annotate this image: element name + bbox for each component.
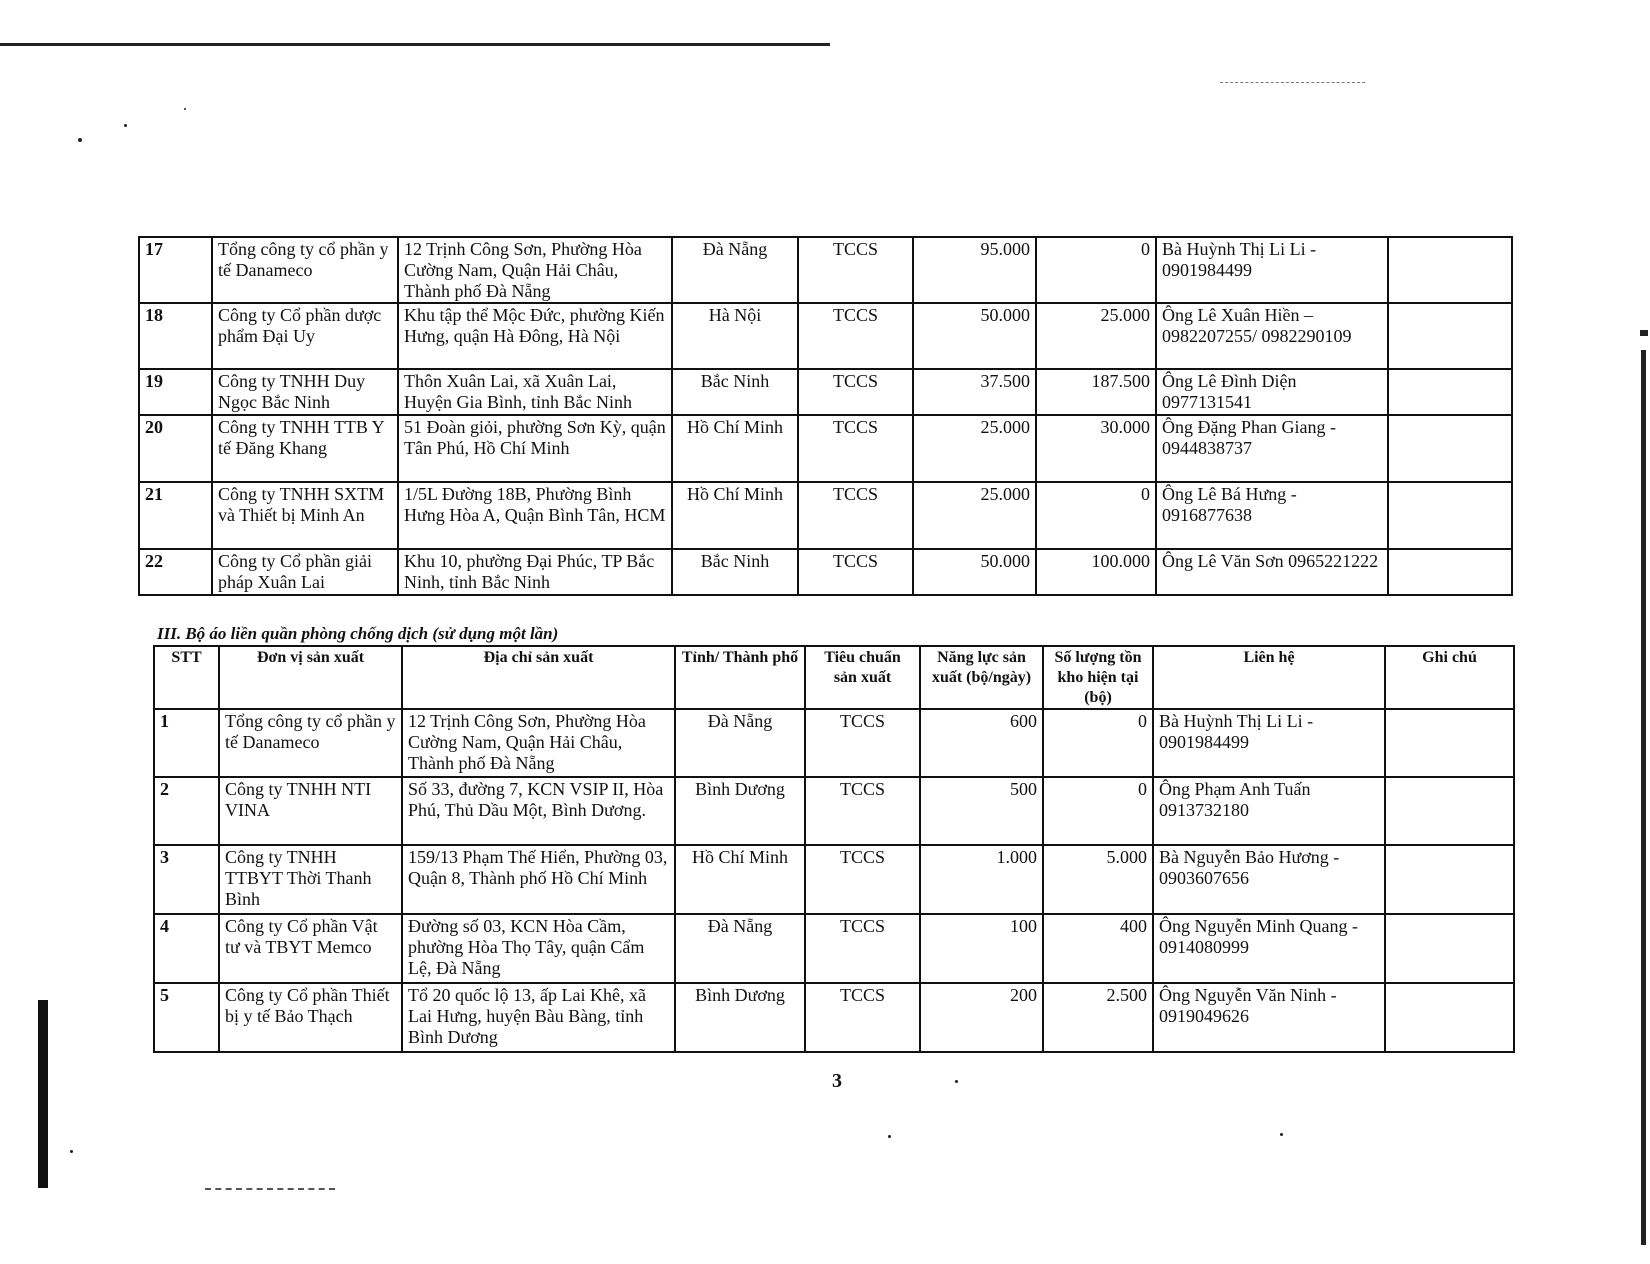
header-address: Địa chỉ sản xuất [402, 646, 675, 709]
cell-stt: 5 [154, 983, 219, 1052]
cell-standard: TCCS [798, 237, 913, 303]
cell-city: Đà Nẵng [675, 914, 805, 983]
cell-stt: 3 [154, 845, 219, 914]
cell-stock: 30.000 [1036, 415, 1156, 482]
cell-address: 12 Trịnh Công Sơn, Phường Hòa Cường Nam, Quận Hải Châu, Thành phố Đà Nẵng [398, 237, 672, 303]
cell-city: Bắc Ninh [672, 549, 798, 595]
cell-stock: 187.500 [1036, 369, 1156, 415]
scan-dash-line [205, 1188, 335, 1190]
cell-unit: Tổng công ty cổ phần y tế Danameco [212, 237, 398, 303]
header-stock: Số lượng tồn kho hiện tại (bộ) [1043, 646, 1153, 709]
table-row [154, 709, 1514, 777]
cell-note [1388, 237, 1512, 303]
cell-address: 1/5L Đường 18B, Phường Bình Hưng Hòa A, Quận Bình Tân, HCM [398, 482, 672, 549]
cell-city: Hồ Chí Minh [675, 845, 805, 914]
cell-address: Khu tập thể Mộc Đức, phường Kiến Hưng, quận Hà Đông, Hà Nội [398, 303, 672, 369]
cell-capacity: 600 [920, 709, 1043, 777]
cell-unit: Công ty Cổ phần Thiết bị y tế Bảo Thạch [219, 983, 402, 1052]
cell-address: 159/13 Phạm Thế Hiển, Phường 03, Quận 8, Thành phố Hồ Chí Minh [402, 845, 675, 914]
cell-note [1385, 709, 1514, 777]
cell-address: Số 33, đường 7, KCN VSIP II, Hòa Phú, Thủ Dầu Một, Bình Dương. [402, 777, 675, 845]
cell-capacity: 95.000 [913, 237, 1036, 303]
cell-city: Đà Nẵng [672, 237, 798, 303]
scan-speck [70, 1150, 73, 1153]
cell-note [1388, 549, 1512, 595]
cell-note [1385, 845, 1514, 914]
scan-margin-bar [1641, 350, 1646, 1245]
scan-speck [78, 138, 82, 142]
scan-margin-bar [38, 1000, 48, 1188]
scan-edge-line [0, 43, 830, 46]
cell-address: Khu 10, phường Đại Phúc, TP Bắc Ninh, tỉnh Bắc Ninh [398, 549, 672, 595]
cell-unit: Công ty TNHH SXTM và Thiết bị Minh An [212, 482, 398, 549]
table-header-row [154, 646, 1514, 709]
cell-stt: 2 [154, 777, 219, 845]
cell-unit: Công ty TNHH TTBYT Thời Thanh Bình [219, 845, 402, 914]
cell-stt: 4 [154, 914, 219, 983]
cell-capacity: 25.000 [913, 415, 1036, 482]
cell-capacity: 37.500 [913, 369, 1036, 415]
coverall-manufacturer-table [153, 645, 1515, 1053]
cell-standard: TCCS [805, 777, 920, 845]
page-number: 3 [832, 1070, 842, 1092]
cell-standard: TCCS [805, 709, 920, 777]
cell-stock: 0 [1043, 777, 1153, 845]
cell-contact: Ông Nguyễn Văn Ninh - 0919049626 [1153, 983, 1385, 1052]
scan-speck [1280, 1133, 1283, 1136]
cell-capacity: 50.000 [913, 303, 1036, 369]
cell-unit: Công ty Cổ phần giải pháp Xuân Lai [212, 549, 398, 595]
header-stt: STT [154, 646, 219, 709]
scan-margin-tick [1640, 330, 1648, 336]
cell-capacity: 200 [920, 983, 1043, 1052]
cell-unit: Công ty TNHH TTB Y tế Đăng Khang [212, 415, 398, 482]
cell-contact: Ông Lê Xuân Hiền – 0982207255/ 0982290109 [1156, 303, 1388, 369]
cell-address: Thôn Xuân Lai, xã Xuân Lai, Huyện Gia Bình, tỉnh Bắc Ninh [398, 369, 672, 415]
cell-capacity: 1.000 [920, 845, 1043, 914]
table-row [154, 914, 1514, 983]
cell-standard: TCCS [805, 914, 920, 983]
cell-standard: TCCS [798, 415, 913, 482]
cell-stt: 20 [139, 415, 212, 482]
header-note: Ghi chú [1385, 646, 1514, 709]
cell-stock: 0 [1036, 482, 1156, 549]
table-row [139, 482, 1512, 549]
cell-capacity: 50.000 [913, 549, 1036, 595]
cell-unit: Công ty Cổ phần Vật tư và TBYT Memco [219, 914, 402, 983]
cell-stt: 1 [154, 709, 219, 777]
cell-city: Hồ Chí Minh [672, 415, 798, 482]
cell-contact: Bà Nguyễn Bảo Hương - 0903607656 [1153, 845, 1385, 914]
cell-address: Tổ 20 quốc lộ 13, ấp Lai Khê, xã Lai Hưng, huyện Bàu Bàng, tỉnh Bình Dương [402, 983, 675, 1052]
scan-speck [184, 108, 186, 110]
cell-unit: Công ty Cổ phần dược phẩm Đại Uy [212, 303, 398, 369]
cell-note [1385, 983, 1514, 1052]
cell-unit: Tổng công ty cổ phần y tế Danameco [219, 709, 402, 777]
cell-city: Hà Nội [672, 303, 798, 369]
cell-contact: Bà Huỳnh Thị Li Li - 0901984499 [1156, 237, 1388, 303]
cell-stt: 19 [139, 369, 212, 415]
cell-capacity: 100 [920, 914, 1043, 983]
cell-address: Đường số 03, KCN Hòa Cầm, phường Hòa Thọ Tây, quận Cẩm Lệ, Đà Nẵng [402, 914, 675, 983]
cell-address: 12 Trịnh Công Sơn, Phường Hòa Cường Nam, Quận Hải Châu, Thành phố Đà Nẵng [402, 709, 675, 777]
cell-stt: 17 [139, 237, 212, 303]
cell-standard: TCCS [798, 303, 913, 369]
header-city: Tỉnh/ Thành phố [675, 646, 805, 709]
header-unit: Đơn vị sản xuất [219, 646, 402, 709]
cell-capacity: 25.000 [913, 482, 1036, 549]
cell-contact: Ông Phạm Anh Tuấn 0913732180 [1153, 777, 1385, 845]
header-contact: Liên hệ [1153, 646, 1385, 709]
cell-contact: Ông Đặng Phan Giang - 0944838737 [1156, 415, 1388, 482]
cell-contact: Ông Lê Đình Diện 0977131541 [1156, 369, 1388, 415]
scan-speck [888, 1135, 891, 1138]
cell-standard: TCCS [798, 549, 913, 595]
table-row [139, 303, 1512, 369]
cell-stock: 400 [1043, 914, 1153, 983]
cell-unit: Công ty TNHH Duy Ngọc Bắc Ninh [212, 369, 398, 415]
cell-capacity: 500 [920, 777, 1043, 845]
cell-address: 51 Đoàn giỏi, phường Sơn Kỳ, quận Tân Phú, Hồ Chí Minh [398, 415, 672, 482]
cell-contact: Ông Lê Bá Hưng - 0916877638 [1156, 482, 1388, 549]
cell-standard: TCCS [805, 983, 920, 1052]
cell-city: Hồ Chí Minh [672, 482, 798, 549]
table-row [154, 777, 1514, 845]
cell-unit: Công ty TNHH NTI VINA [219, 777, 402, 845]
cell-standard: TCCS [805, 845, 920, 914]
manufacturer-table-continued [138, 236, 1513, 596]
cell-note [1388, 369, 1512, 415]
header-standard: Tiêu chuẩn sản xuất [805, 646, 920, 709]
cell-note [1388, 303, 1512, 369]
cell-stock: 0 [1036, 237, 1156, 303]
table-row [139, 549, 1512, 595]
cell-contact: Bà Huỳnh Thị Li Li - 0901984499 [1153, 709, 1385, 777]
cell-note [1385, 914, 1514, 983]
table-row [139, 369, 1512, 415]
cell-city: Đà Nẵng [675, 709, 805, 777]
cell-standard: TCCS [798, 369, 913, 415]
cell-note [1388, 482, 1512, 549]
cell-standard: TCCS [798, 482, 913, 549]
cell-note [1388, 415, 1512, 482]
cell-contact: Ông Lê Văn Sơn 0965221222 [1156, 549, 1388, 595]
cell-stock: 5.000 [1043, 845, 1153, 914]
table-row [139, 415, 1512, 482]
cell-stt: 18 [139, 303, 212, 369]
scan-dash-line [1220, 82, 1365, 84]
scan-speck [955, 1080, 958, 1083]
cell-stt: 21 [139, 482, 212, 549]
cell-stt: 22 [139, 549, 212, 595]
table-row [154, 845, 1514, 914]
cell-contact: Ông Nguyễn Minh Quang - 0914080999 [1153, 914, 1385, 983]
cell-stock: 25.000 [1036, 303, 1156, 369]
table-row [139, 237, 1512, 303]
cell-city: Bình Dương [675, 777, 805, 845]
scan-speck [124, 124, 127, 127]
table-row [154, 983, 1514, 1052]
cell-stock: 2.500 [1043, 983, 1153, 1052]
section-title: III. Bộ áo liền quần phòng chống dịch (sử dụng một lần) [157, 624, 559, 643]
cell-note [1385, 777, 1514, 845]
cell-stock: 100.000 [1036, 549, 1156, 595]
cell-stock: 0 [1043, 709, 1153, 777]
header-capacity: Năng lực sản xuất (bộ/ngày) [920, 646, 1043, 709]
cell-city: Bắc Ninh [672, 369, 798, 415]
cell-city: Bình Dương [675, 983, 805, 1052]
